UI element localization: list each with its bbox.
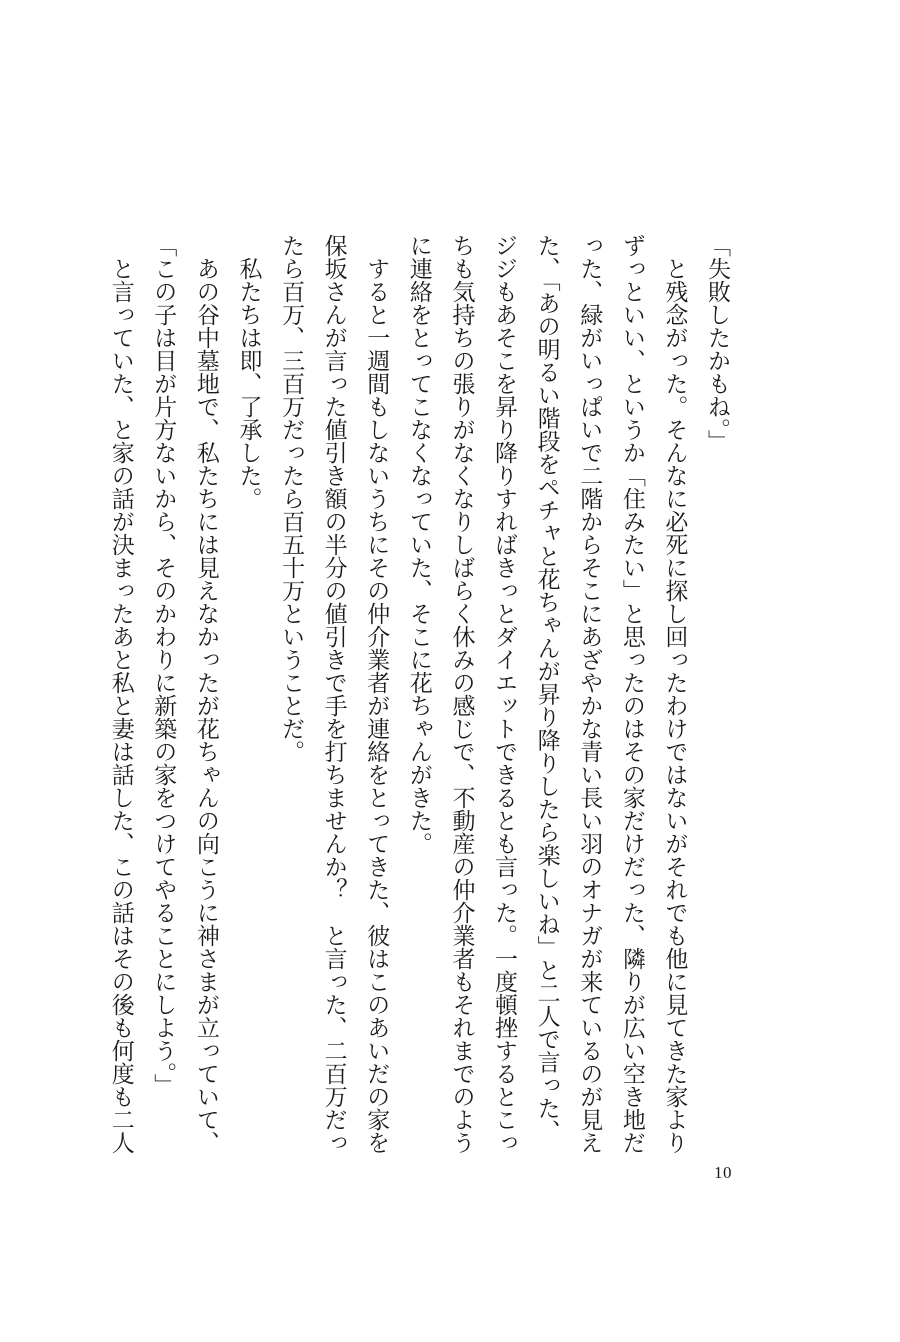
text-line: と言っていた、と家の話が決まったあと私と妻は話した、この話はその後も何度も二人 (107, 234, 134, 1154)
text-line: た、「あの明るい階段をペチャと花ちゃんが昇り降りしたら楽しいね」と二人で言った、 (533, 234, 560, 1143)
text-line: に連絡をとってこなくなっていた、そこに花ちゃんがきた。 (405, 234, 432, 855)
page-number: 10 (714, 1163, 732, 1182)
text-line: 「失敗したかもね。」 (704, 234, 730, 453)
text-line: 「この子は目が片方ないから、そのかわりに新築の家をつけてやることにしよう。」 (150, 234, 177, 1097)
text-line: 保坂さんが言った値引き額の半分の値引きで手を打ちませんか？ と言った、二百万だっ (320, 234, 347, 1154)
text-line: った、緑がいっぱいで二階からそこにあざやかな青い長い羽のオナガが来ているのが見え (576, 234, 603, 1154)
text-line: たら百万、三百万だったら百五十万ということだ。 (278, 234, 305, 763)
text-line: ちも気持ちの張りがなくなりしばらく休みの感じで、不動産の仲介業者もそれまでのよう (448, 234, 475, 1154)
text-line: 私たちは即、了承した。 (235, 234, 262, 510)
text-line: ジジもあそこを昇り降りすればきっとダイエットできるとも言った。一度頓挫するとこっ (491, 234, 518, 1154)
text-line: ずっといい、というか「住みたい」と思ったのはその家だけだった、隣りが広い空き地だ (618, 234, 645, 1154)
text-line: すると一週間もしないうちにその仲介業者が連絡をとってきた、彼はこのあいだの家を (363, 234, 390, 1154)
text-line: と残念がった。そんなに必死に探し回ったわけではないがそれでも他に見てきた家より (661, 234, 688, 1154)
text-line: あの谷中墓地で、私たちには見えなかったが花ちゃんの向こうに神さまが立っていて、 (192, 234, 219, 1154)
vertical-text-block (107, 234, 738, 1174)
